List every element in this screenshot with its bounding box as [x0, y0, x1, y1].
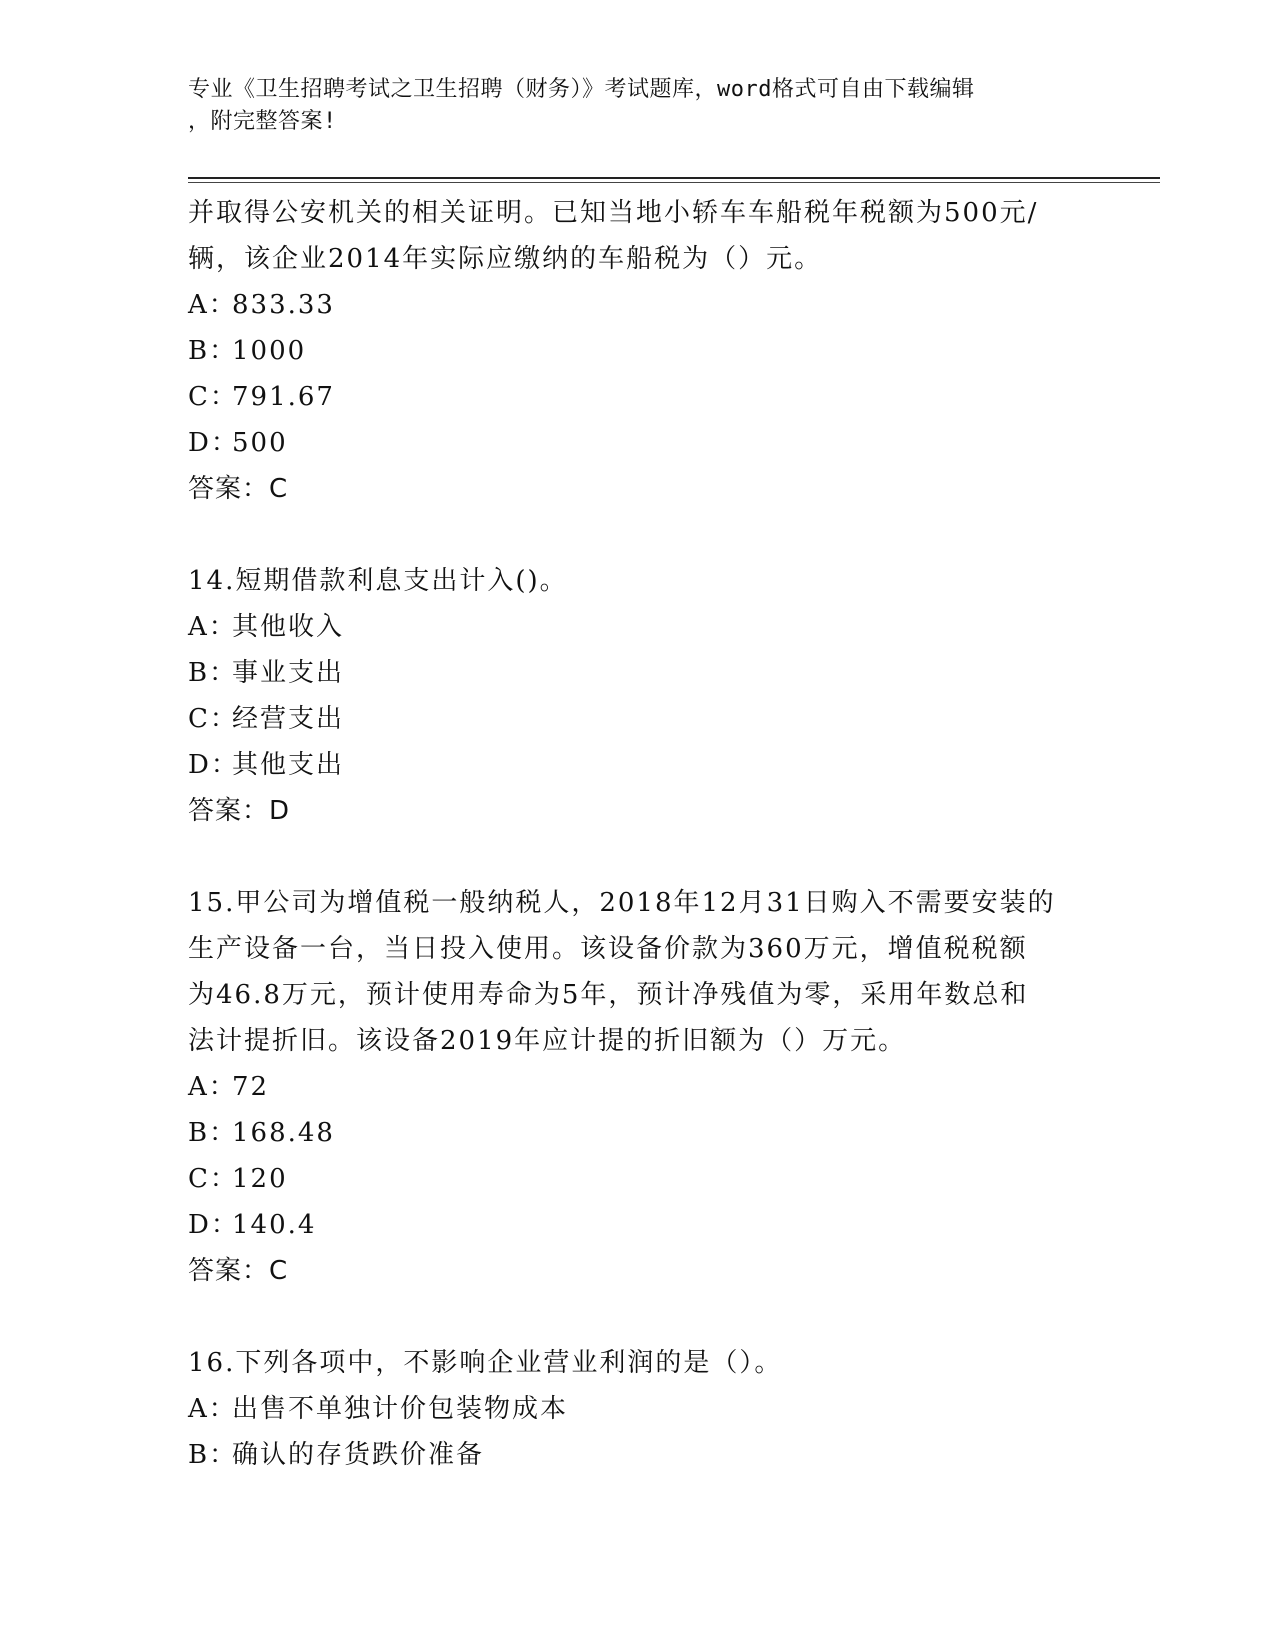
option-b	[188, 1110, 1088, 1156]
option-text: 168.48	[232, 1118, 335, 1148]
option-text: 1000	[232, 336, 307, 366]
question-stem-line: 为46.8万元，预计使用寿命为5年，预计净残值为零，采用年数总和	[188, 980, 1029, 1010]
option-key: B：	[188, 658, 238, 688]
question-stem-line: 16.下列各项中，不影响企业营业利润的是（）。	[188, 1348, 783, 1378]
option-text: 经营支出	[232, 704, 345, 734]
option-text: 其他收入	[232, 612, 345, 642]
option-key: D：	[188, 428, 239, 458]
question-list	[188, 190, 1088, 1478]
question-gap	[188, 512, 1088, 558]
question-stem-line: 并取得公安机关的相关证明。已知当地小轿车车船税年税额为500元/	[188, 198, 1039, 228]
option-d	[188, 742, 1088, 788]
option-c	[188, 374, 1088, 420]
option-key: D：	[188, 1210, 239, 1240]
question-gap	[188, 1294, 1088, 1340]
question-stem-line: 14.短期借款利息支出计入()。	[188, 566, 568, 596]
option-a	[188, 1064, 1088, 1110]
option-key: D：	[188, 750, 239, 780]
answer: 答案：C	[188, 474, 289, 504]
option-key: B：	[188, 1118, 238, 1148]
option-text: 出售不单独计价包装物成本	[232, 1394, 569, 1424]
header-line-2: ，附完整答案!	[188, 109, 337, 134]
option-c	[188, 696, 1088, 742]
option-text: 72	[232, 1072, 270, 1102]
option-text: 140.4	[232, 1210, 317, 1240]
option-key: A：	[188, 290, 237, 320]
question-gap	[188, 834, 1088, 880]
option-text: 833.33	[232, 290, 335, 320]
answer: 答案：C	[188, 1256, 289, 1286]
option-key: C：	[188, 704, 238, 734]
question-15	[188, 880, 1088, 1294]
option-a	[188, 1386, 1088, 1432]
option-a	[188, 282, 1088, 328]
question-stem-line: 15.甲公司为增值税一般纳税人，2018年12月31日购入不需要安装的	[188, 888, 1056, 918]
question-14	[188, 558, 1088, 834]
option-c	[188, 1156, 1088, 1202]
header-divider-thick	[188, 177, 1160, 179]
option-text: 120	[232, 1164, 288, 1194]
question-stem-line: 法计提折旧。该设备2019年应计提的折旧额为（）万元。	[188, 1026, 907, 1056]
document-header	[188, 74, 1068, 138]
question-16	[188, 1340, 1088, 1478]
option-key: B：	[188, 336, 238, 366]
option-b	[188, 328, 1088, 374]
option-text: 确认的存货跌价准备	[232, 1440, 485, 1470]
header-line-1: 专业《卫生招聘考试之卫生招聘（财务）》考试题库，word格式可自由下载编辑	[188, 77, 975, 102]
option-text: 500	[232, 428, 288, 458]
option-key: B：	[188, 1440, 238, 1470]
question-13	[188, 190, 1088, 512]
option-key: A：	[188, 612, 237, 642]
option-a	[188, 604, 1088, 650]
option-d	[188, 420, 1088, 466]
option-b	[188, 1432, 1088, 1478]
option-b	[188, 650, 1088, 696]
header-divider-thin	[188, 182, 1160, 183]
option-text: 事业支出	[232, 658, 345, 688]
option-key: A：	[188, 1394, 237, 1424]
question-stem-line: 辆，该企业2014年实际应缴纳的车船税为（）元。	[188, 244, 823, 274]
option-d	[188, 1202, 1088, 1248]
option-key: C：	[188, 382, 238, 412]
question-stem-line: 生产设备一台，当日投入使用。该设备价款为360万元，增值税税额	[188, 934, 1028, 964]
answer: 答案：D	[188, 796, 291, 826]
option-key: A：	[188, 1072, 237, 1102]
option-key: C：	[188, 1164, 238, 1194]
option-text: 791.67	[232, 382, 335, 412]
option-text: 其他支出	[232, 750, 345, 780]
